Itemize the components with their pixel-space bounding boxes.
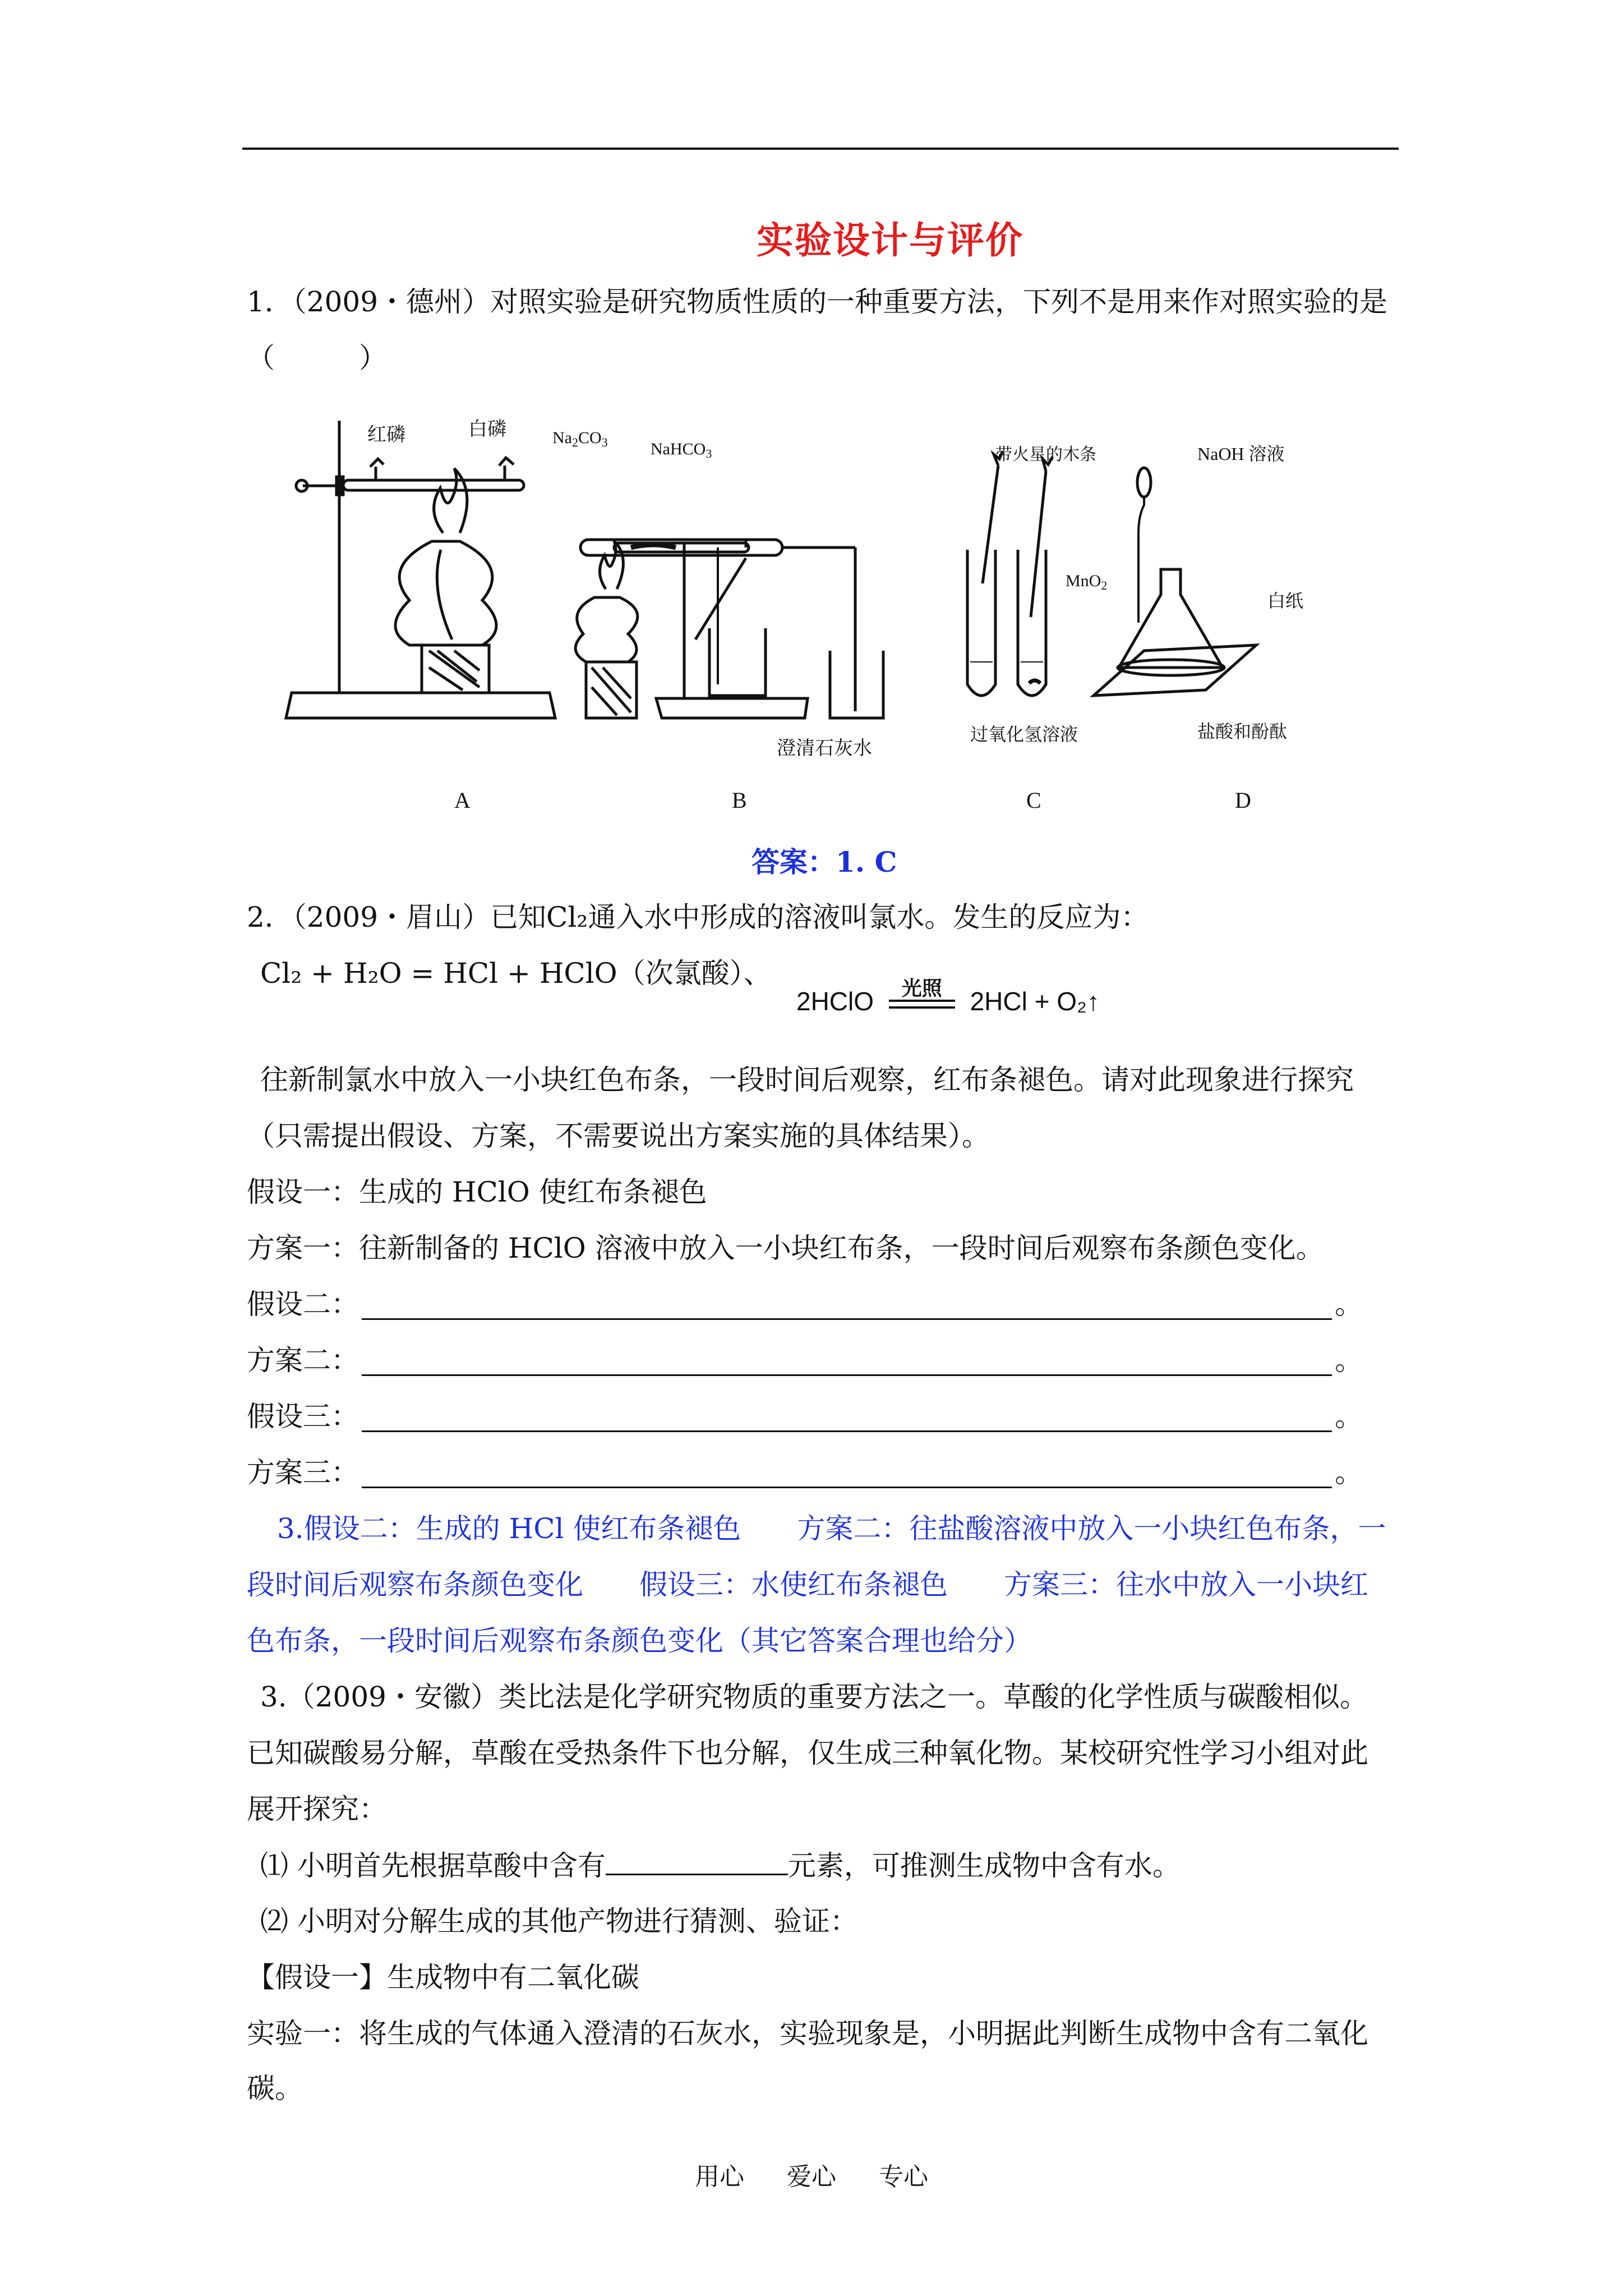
q2-hypothesis-1: 假设一：生成的 HClO 使红布条褪色: [247, 1176, 707, 1208]
q2-equation-2: [796, 976, 1100, 1016]
caption-c: C: [1026, 788, 1041, 813]
q3-experiment-1-line-1: 实验一：将生成的气体通入澄清的石灰水，实验现象是，小明据此判断生成物中含有二氧化: [247, 2017, 1368, 2050]
label-red-p: 红磷: [367, 425, 405, 445]
q1-answer: 答案：1. C: [751, 845, 897, 878]
q2-plan-1: 方案一：往新制备的 HClO 溶液中放入一小块红布条，一段时间后观察布条颜色变化。: [247, 1232, 1324, 1264]
header-rule: [242, 148, 1399, 150]
label-hcl-phenolphthalein: 盐酸和酚酞: [1197, 721, 1288, 742]
q2-equation-1: Cl₂ + H₂O = HCl + HClO（次氯酸）、: [260, 957, 772, 990]
label-naoh: NaOH 溶液: [1197, 444, 1285, 464]
q3-sub-1-pre: ⑴ 小明首先根据草酸中含有: [260, 1849, 606, 1882]
q2-plan-3-label: 方案三：: [247, 1456, 359, 1489]
q3-experiment-1-line-2: 碳。: [247, 2072, 303, 2105]
caption-d: D: [1235, 788, 1251, 813]
q1-stem-line1: 1．（2009・德州）对照实验是研究物质性质的一种重要方法，下列不是用来作对照实验的是: [247, 286, 1388, 318]
q2-plan-2-period: 。: [1335, 1344, 1363, 1377]
eq2-right: 2HCl + O₂↑: [970, 987, 1100, 1016]
q2-answer-line-3: 色布条，一段时间后观察布条颜色变化（其它答案合理也给分）: [247, 1625, 1032, 1657]
caption-b: B: [732, 788, 747, 813]
q2-answer-line-2: 段时间后观察布条颜色变化 假设三：水使红布条褪色 方案三：往水中放入一小块红: [247, 1568, 1368, 1601]
label-h2o2: 过氧化氢溶液: [970, 724, 1078, 744]
page-footer: [0, 2156, 1623, 2192]
footer-item: 爱心: [787, 2162, 836, 2191]
q2-hypothesis-2-period: 。: [1335, 1288, 1363, 1320]
q2-plan-3-blank[interactable]: [362, 1487, 1332, 1488]
footer-item: 专心: [879, 2162, 928, 2191]
q3-stem-line-1: 3.（2009・安徽）类比法是化学研究物质的重要方法之一。草酸的化学性质与碳酸相似。: [260, 1681, 1368, 1713]
q2-paragraph-2: （只需提出假设、方案，不需要说出方案实施的具体结果）。: [247, 1120, 990, 1152]
footer-item: 用心: [695, 2162, 744, 2191]
q3-sub-1: [260, 1851, 1181, 1880]
q3-hypothesis-heading: 【假设一】生成物中有二氧化碳: [247, 1961, 639, 1994]
caption-a: A: [454, 788, 471, 813]
label-na2co3: $Na_2CO_3$: [552, 429, 608, 449]
q2-hypothesis-3-blank[interactable]: [362, 1430, 1332, 1432]
q3-element-blank[interactable]: [606, 1851, 788, 1875]
label-white-p: 白磷: [468, 419, 506, 440]
label-limewater: 澄清石灰水: [777, 738, 872, 759]
q2-answer-line-1: 3.假设二：生成的 HCl 使红布条褪色 方案二：往盐酸溶液中放入一小块红色布条，一: [277, 1512, 1386, 1545]
q2-plan-3-period: 。: [1335, 1456, 1363, 1489]
q2-hypothesis-3-period: 。: [1335, 1400, 1363, 1433]
q3-stem-line-2: 已知碳酸易分解，草酸在受热条件下也分解，仅生成三种氧化物。某校研究性学习小组对此: [247, 1737, 1368, 1769]
q2-hypothesis-2-blank[interactable]: [362, 1318, 1332, 1320]
eq2-arrow: [889, 976, 955, 1009]
apparatus-b: [575, 539, 883, 718]
label-paper: 白纸: [1267, 591, 1304, 611]
q2-hypothesis-3-label: 假设三：: [247, 1400, 359, 1433]
q2-stem: 2．（2009・眉山）已知Cl₂通入水中形成的溶液叫氯水。发生的反应为：: [247, 901, 1149, 933]
eq2-left: 2HClO: [796, 987, 874, 1016]
q2-plan-2-blank[interactable]: [362, 1374, 1332, 1376]
q3-sub-2: ⑵ 小明对分解生成的其他产物进行猜测、验证：: [260, 1905, 858, 1938]
label-nahco3: NaHCO$_3$: [651, 440, 712, 461]
apparatus-d: [1094, 468, 1256, 696]
apparatus-a: [286, 421, 555, 718]
q3-sub-1-post: 元素，可推测生成物中含有水。: [787, 1849, 1181, 1882]
label-mno2: MnO$_2$: [1066, 572, 1108, 592]
q1-apparatus-figure: [269, 404, 1335, 819]
q2-plan-2-label: 方案二：: [247, 1344, 359, 1377]
eq2-condition: 光照: [901, 976, 942, 1000]
q2-paragraph-1: 往新制氯水中放入一小块红色布条，一段时间后观察，红布条褪色。请对此现象进行探究: [260, 1064, 1354, 1096]
page-title: 实验设计与评价: [757, 218, 1023, 262]
q1-stem-line2: （ ）: [247, 342, 387, 374]
q3-stem-line-3: 展开探究：: [247, 1793, 387, 1825]
apparatus-c: [967, 451, 1053, 696]
q2-hypothesis-2-label: 假设二：: [247, 1288, 359, 1320]
label-splint: 带火星的木条: [995, 445, 1096, 464]
